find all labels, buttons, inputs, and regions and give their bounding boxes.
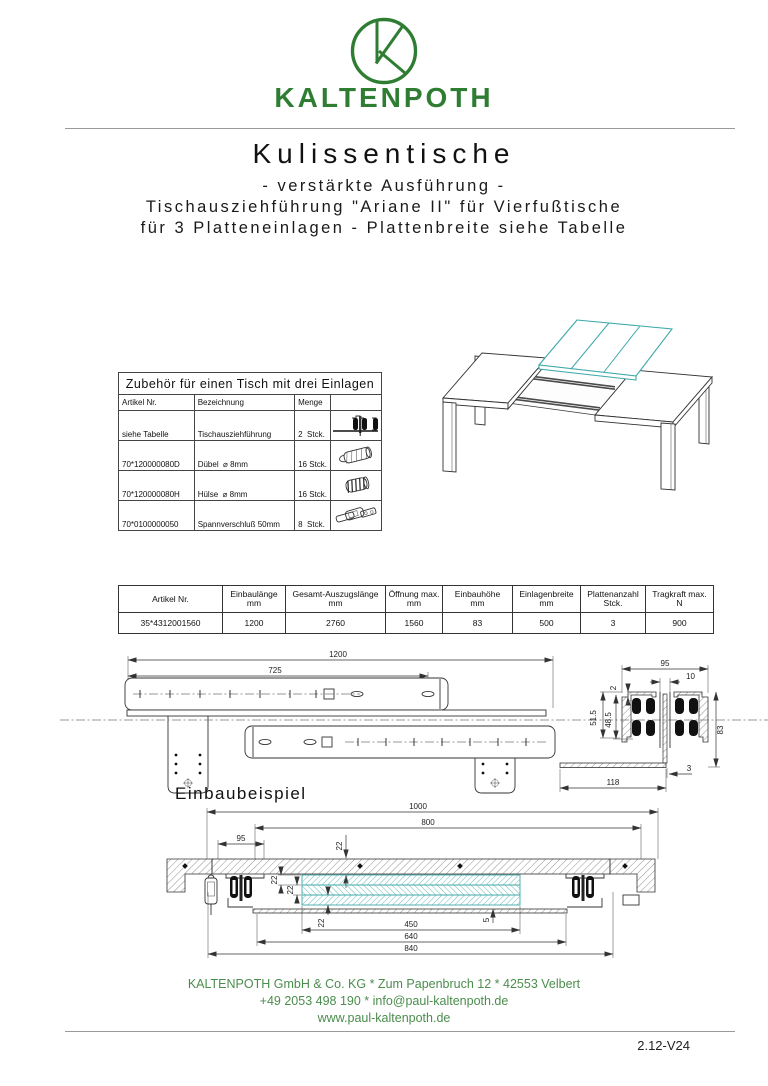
table-row [119,501,382,531]
footer-contact [0,976,768,1027]
subtitle-line-2: Tischausziehführung "Ariane II" für Vierfußtische [145,198,623,216]
iso-table-drawing [425,292,760,522]
latch-icon [331,501,382,531]
svg-text:83: 83 [716,725,725,735]
subtitle-line-1: - verstärkte Ausführung - [262,177,506,195]
cell-menge: 16 Stck. [295,441,331,471]
spec-header-row: Artikel Nr. Einbaulänge mm Gesamt-Auszugslänge mm Öffnung max. mm Einbauhöhe mm Einlagenbreite mm Plattenanzahl Stck. Tragkraft max. N [119,586,714,613]
footer-website[interactable]: www.paul-kaltenpoth.de [317,1011,451,1025]
svg-text:1200: 1200 [329,650,347,659]
einbau-heading: Einbaubeispiel [175,784,307,803]
spec-col-artikel: Artikel Nr. [152,593,189,604]
svg-text:840: 840 [404,944,418,953]
svg-text:48.5: 48.5 [604,712,613,728]
svg-text:1000: 1000 [409,802,427,811]
latch-detail [205,875,217,915]
svg-text:22: 22 [270,875,279,885]
version-label: 2.12-V24 [637,1038,690,1053]
slide-profile-icon [331,411,382,441]
cell-artikel: 70*0100000050 [119,501,195,531]
accessory-col-menge: Menge [295,395,331,411]
dowel-icon [331,441,382,471]
cell-menge: 2 Stck. [295,411,331,441]
svg-text:22: 22 [317,918,326,928]
accessory-col-artikel: Artikel Nr. [119,395,195,411]
page-title: Kulissentische [252,138,516,169]
cell-artikel: 70*120000080D [119,441,195,471]
subtitle-line-3: für 3 Platteneinlagen - Plattenbreite siehe Tabelle [140,219,628,237]
svg-text:118: 118 [606,778,620,787]
header-divider [65,128,735,129]
brand-wordmark: KALTENPOTH [274,82,494,113]
section-drawing [560,659,725,792]
leaf-plates [539,320,672,380]
svg-text:800: 800 [421,818,435,827]
table-row [119,441,382,471]
footer-address: KALTENPOTH GmbH & Co. KG * Zum Papenbruch 12 * 42553 Velbert [187,977,581,991]
svg-text:5: 5 [482,917,491,923]
svg-text:450: 450 [404,920,418,929]
cell-artikel: 70*120000080H [119,471,195,501]
right-slide-detail [566,874,639,907]
svg-text:22: 22 [286,885,295,895]
footer-phone-email: +49 2053 498 190 * info@paul-kaltenpoth.de [259,994,509,1008]
cell-bezeichnung: Spannverschluß 50mm [194,501,294,531]
spec-data-row: 35*4312001560 1200 2760 1560 83 500 3 900 [119,613,714,634]
accessory-col-bild [331,395,382,411]
sleeve-icon [331,471,382,501]
svg-text:95: 95 [236,834,246,843]
svg-text:22: 22 [335,841,344,851]
cell-bezeichnung: Tischausziehführung [194,411,294,441]
table-row [119,471,382,501]
kaltenpoth-logo-icon [349,16,419,86]
technical-drawing [60,648,768,806]
cell-bezeichnung: Dübel ⌀ 8mm [194,441,294,471]
svg-text:2: 2 [609,685,618,691]
svg-text:3: 3 [686,764,692,773]
accessory-col-bezeichnung: Bezeichnung [194,395,294,411]
svg-text:51.5: 51.5 [589,710,598,726]
footer-divider [65,1031,735,1032]
einbau-drawing [150,802,695,967]
accessory-table [118,372,382,531]
left-slide-detail [226,874,264,907]
leaf-plates-section [302,875,520,905]
accessory-table-title: Zubehör für einen Tisch mit drei Einlagen [119,373,382,395]
svg-text:10: 10 [686,672,695,681]
svg-text:640: 640 [404,932,418,941]
svg-text:725: 725 [268,666,282,675]
top-view-drawing [60,650,768,793]
cell-menge: 8 Stck. [295,501,331,531]
cell-bezeichnung: Hülse ⌀ 8mm [194,471,294,501]
cell-artikel: siehe Tabelle [119,411,195,441]
spec-table [118,585,714,634]
svg-text:95: 95 [660,659,670,668]
table-row [119,411,382,441]
cell-menge: 16 Stck. [295,471,331,501]
